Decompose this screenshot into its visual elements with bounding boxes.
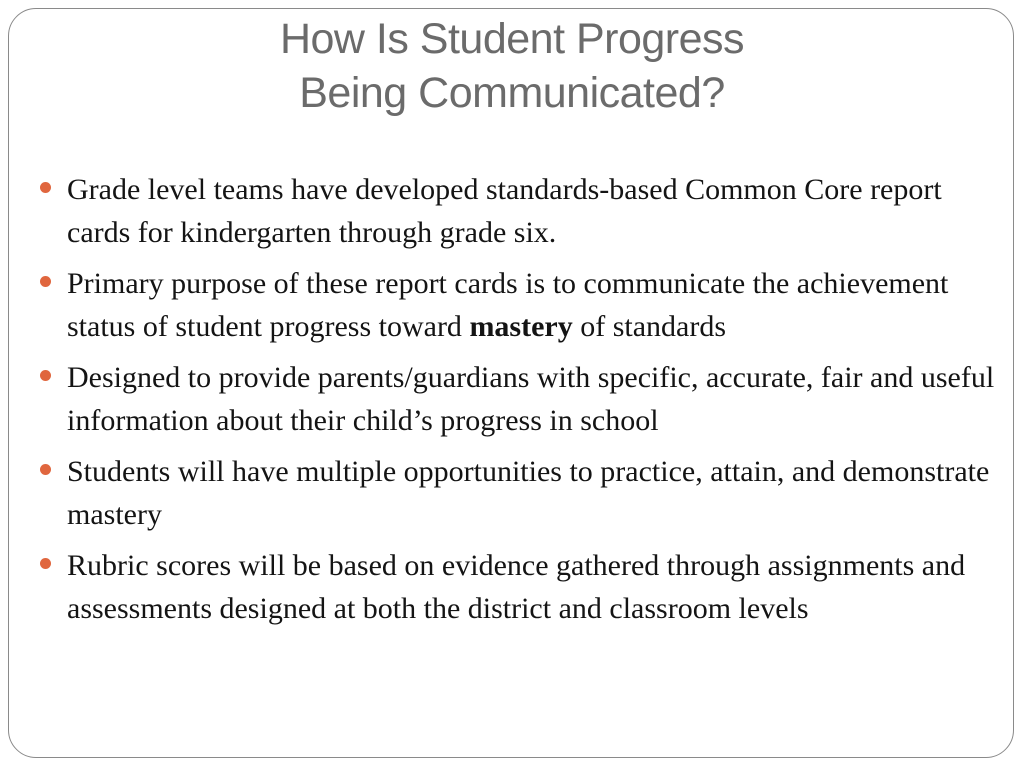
bullet-dot-icon: [40, 558, 51, 569]
bullet-text-after: of standards: [572, 310, 727, 343]
title-line-1: How Is Student Progress: [279, 15, 745, 63]
bullet-item-report-cards: [36, 168, 1000, 254]
bullet-dot-icon: [40, 276, 51, 287]
bullet-text: Grade level teams have developed standards-based Common Core report cards for kindergarten through grade six.: [67, 173, 942, 249]
bullet-text: Primary purpose of these report cards is to communicate the achievement status of student progress toward: [67, 267, 949, 343]
slide-title: [0, 12, 1024, 120]
bullet-bold-text: mastery: [469, 310, 573, 343]
bullet-dot-icon: [40, 464, 51, 475]
bullet-item-purpose: [36, 262, 1000, 348]
bullet-item-designed: [36, 356, 1000, 442]
bullet-list: [36, 168, 1000, 638]
bullet-text: Students will have multiple opportunities to practice, attain, and demonstrate mastery: [67, 455, 990, 531]
bullet-item-opportunities: [36, 450, 1000, 536]
bullet-dot-icon: [40, 182, 51, 193]
title-line-2: Being Communicated?: [299, 69, 725, 117]
bullet-text: Designed to provide parents/guardians with specific, accurate, fair and useful information about their child’s progress in school: [67, 361, 995, 437]
bullet-item-rubric: [36, 544, 1000, 630]
bullet-dot-icon: [40, 370, 51, 381]
bullet-text: Rubric scores will be based on evidence gathered through assignments and assessments designed at both the district and classroom levels: [67, 549, 966, 625]
